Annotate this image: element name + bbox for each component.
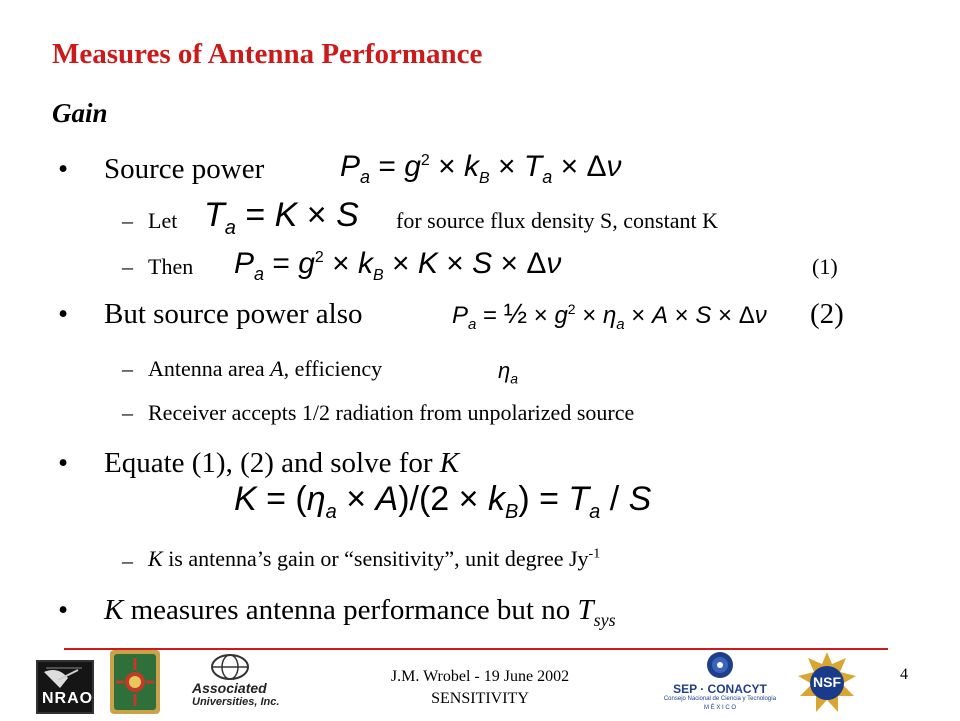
equation-k: $K = (\eta_a \times A)/(2 \times k_B) = T_a / S$ [234,480,652,523]
sub-receiver-accepts: Receiver accepts 1/2 radiation from unpolarized source [148,400,635,425]
equation-number-1: (1) [812,254,838,279]
nrao-logo-text: NRAO [42,690,94,707]
equation-ta: $T_a = K \times S$ [204,196,359,239]
conacyt-logo-country: M É X I C O [703,705,736,711]
bullet-dot: • [58,298,69,330]
footer-section: SENSITIVITY [431,690,529,707]
conacyt-logo-sub: Consejo Nacional de Ciencia y Tecnología [663,696,777,702]
sub-antenna-area: Antenna area A, efficiency [148,356,383,381]
new-mexico-seal-logo [106,648,164,716]
bullet-dot: • [58,447,69,479]
nsf-logo-text: NSF [813,674,841,690]
nrao-logo [36,660,94,714]
slide-title: Measures of Antenna Performance [52,38,483,70]
slide-subtitle: Gain [52,98,108,128]
sub-let-label: Let [148,208,178,233]
bullet-source-power-also: But source power also [104,298,363,330]
bullet-dot: • [58,594,69,626]
zia-sun-icon [106,648,164,716]
bullet-source-power: Source power [104,153,265,185]
equation-eta-a: $\eta_a$ [498,358,519,387]
dash-marker: – [122,356,133,381]
dash-marker: – [122,548,133,573]
sub-let-description: for source flux density S, constant K [396,208,718,233]
equation-source-power: $P_a = g^2 \times k_B \times T_a \times \Delta\nu$ [340,150,622,187]
dash-marker: – [122,208,133,233]
sub-k-gain: K is antenna’s gain or “sensitivity”, unit degree $Jy^{-1}$ [148,546,601,571]
conacyt-globe-icon [700,650,740,680]
conacyt-logo-title: SEP · CONACYT [673,682,767,696]
dash-marker: – [122,400,133,425]
aui-logo-line1: Associated [192,680,267,696]
conacyt-logo [660,650,780,716]
aui-logo-line2: Universities, Inc. [192,696,280,708]
bullet-k-measures: K measures antenna performance but no $T_{sys}$ [104,594,616,630]
equation-2: $P_a$ = ½ × $g^2 \times \eta_a \times A \times S \times \Delta\nu$ [452,298,767,333]
nsf-logo [794,650,860,716]
footer-text [360,666,600,710]
footer-author-date: J.M. Wrobel - 19 June 2002 [390,668,570,685]
aui-globe-icon [210,652,250,682]
bullet-equate: Equate (1), (2) and solve for K [104,447,460,479]
dash-marker: – [122,254,133,279]
page-number: 4 [900,666,908,683]
sub-then-label: Then [148,254,194,279]
aui-logo [188,652,284,712]
bullet-dot: • [58,153,69,185]
equation-1: $P_a = g^2 \times k_B \times K \times S \times \Delta\nu$ [234,247,562,284]
equation-number-2: (2) [810,298,844,330]
